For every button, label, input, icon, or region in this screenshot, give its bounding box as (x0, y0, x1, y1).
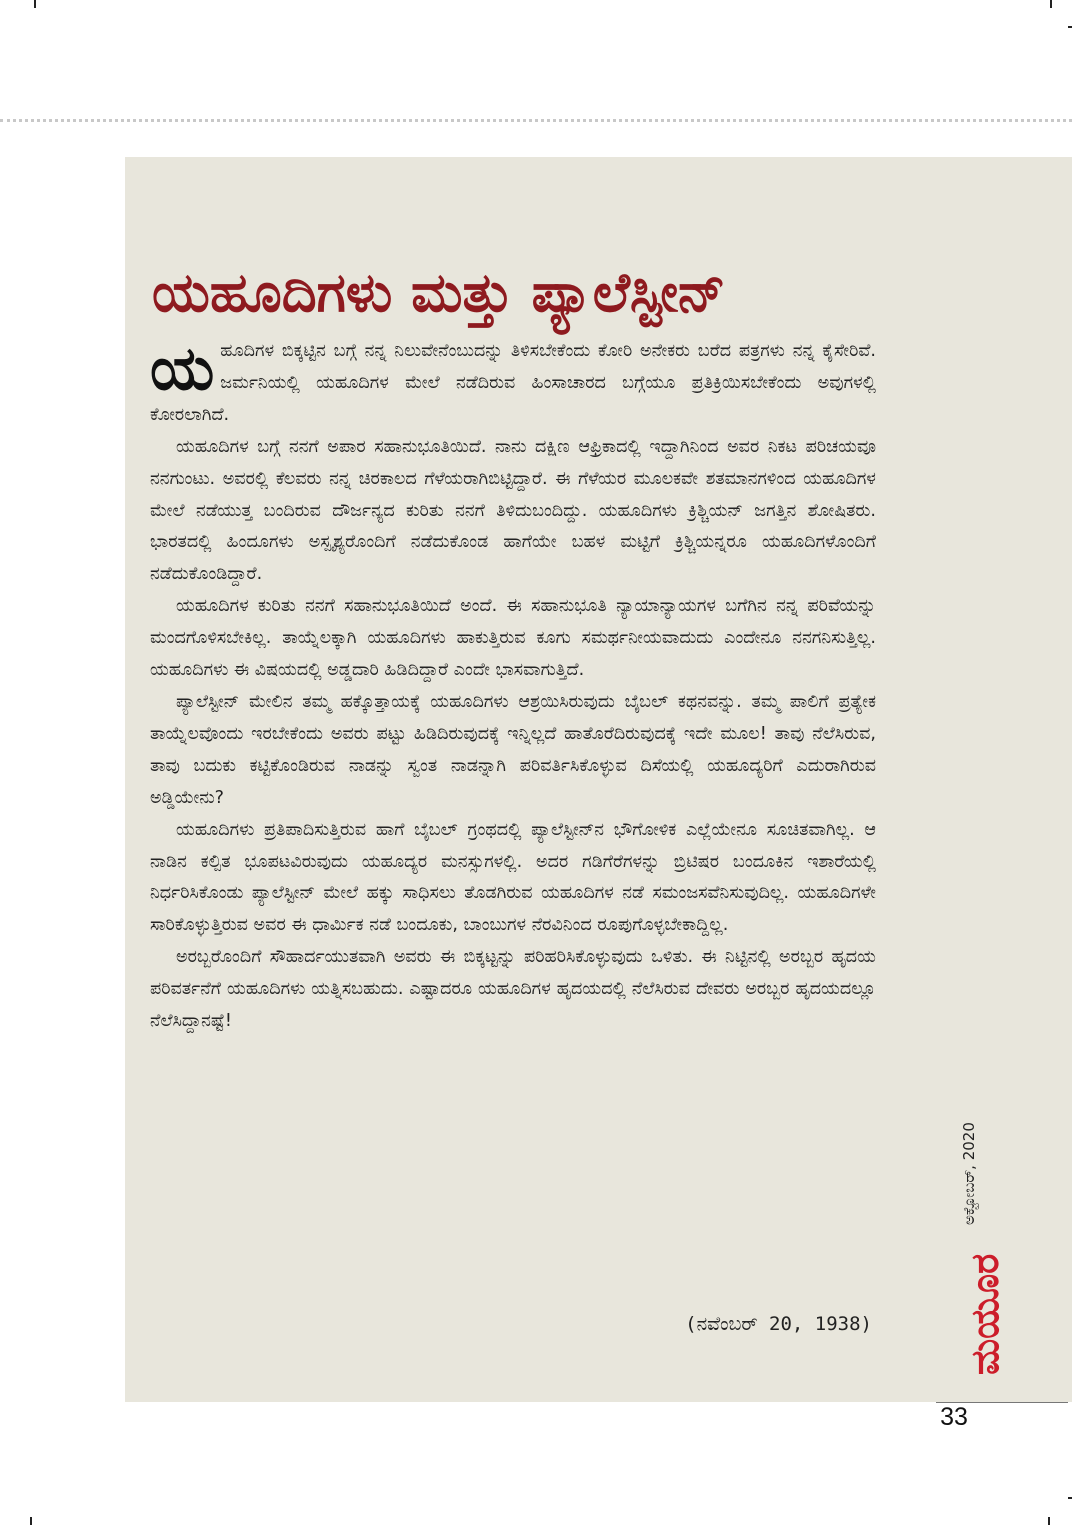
article-title: ಯಹೂದಿಗಳು ಮತ್ತು ಪ್ಯಾಲೆಸ್ಟೀನ್ (152, 261, 726, 324)
paragraph-5: ಯಹೂದಿಗಳು ಪ್ರತಿಪಾದಿಸುತ್ತಿರುವ ಹಾಗೆ ಬೈಬಲ್ ಗ್ರಂಥದಲ್ಲಿ ಪ್ಯಾಲೆಸ್ಟೀನ್‌ನ ಭೌಗೋಳಿಕ ಎಲ್ಲೆಯೇನೂ ಸೂಚಿತವಾಗಿಲ್ಲ. ಆ ನಾಡಿನ ಕಲ್ಪಿತ ಭೂಪಟವಿರುವುದು ಯಹೂದ್ಯರ ಮನಸ್ಸುಗಳಲ್ಲಿ. ಅದರ ಗಡಿಗೆರೆಗಳನ್ನು ಬ್ರಿಟಿಷರ ಬಂದೂಕಿನ ಇಶಾರೆಯಲ್ಲಿ ನಿರ್ಧರಿಸಿಕೊಂಡು ಪ್ಯಾಲೆಸ್ಟೀನ್ ಮೇಲೆ ಹಕ್ಕು ಸಾಧಿಸಲು ತೊಡಗಿರುವ ಯಹೂದಿಗಳ ನಡೆ ಸಮಂಜಸವೆನಿಸುವುದಿಲ್ಲ. ಯಹೂದಿಗಳೇ ಸಾರಿಕೊಳ್ಳುತ್ತಿರುವ ಅವರ ಈ ಧಾರ್ಮಿಕ ನಡೆ ಬಂದೂಕು, ಬಾಂಬುಗಳ ನೆರವಿನಿಂದ ರೂಪುಗೊಳ್ಳಬೇಕಾದ್ದಿಲ್ಲ. (150, 819, 876, 936)
paragraph-6: ಅರಬ್ಬರೊಂದಿಗೆ ಸೌಹಾರ್ದಯುತವಾಗಿ ಅವರು ಈ ಬಿಕ್ಕಟ್ಟನ್ನು ಪರಿಹರಿಸಿಕೊಳ್ಳುವುದು ಒಳಿತು. ಈ ನಿಟ್ಟಿನಲ್ಲಿ ಅರಬ್ಬರ ಹೃದಯ ಪರಿವರ್ತನೆಗೆ ಯಹೂದಿಗಳು ಯತ್ನಿಸಬಹುದು. ಎಷ್ಟಾದರೂ ಯಹೂದಿಗಳ ಹೃದಯದಲ್ಲಿ ನೆಲೆಸಿರುವ ದೇವರು ಅರಬ್ಬರ ಹೃದಯದಲ್ಲೂ ನೆಲೆಸಿದ್ದಾನಷ್ಟೆ! (150, 947, 876, 1032)
crop-mark (30, 1517, 32, 1525)
issue-date-vertical (960, 1122, 978, 1225)
issue-date: ಅಕ್ಟೋಬರ್, 2020 (960, 1122, 978, 1225)
paragraph-4: ಪ್ಯಾಲೆಸ್ಟೀನ್ ಮೇಲಿನ ತಮ್ಮ ಹಕ್ಕೊತ್ತಾಯಕ್ಕೆ ಯಹೂದಿಗಳು ಆಶ್ರಯಿಸಿರುವುದು ಬೈಬಲ್ ಕಥನವನ್ನು. ತಮ್ಮ ಪಾಲಿಗೆ ಪ್ರತ್ಯೇಕ ತಾಯ್ನೆಲವೊಂದು ಇರಬೇಕೆಂದು ಅವರು ಪಟ್ಟು ಹಿಡಿದಿರುವುದಕ್ಕೆ ಇನ್ನಿಲ್ಲದೆ ಹಾತೊರೆದಿರುವುದಕ್ಕೆ ಇದೇ ಮೂಲ! ತಾವು ನೆಲೆಸಿರುವ, ತಾವು ಬದುಕು ಕಟ್ಟಿಕೊಂಡಿರುವ ನಾಡನ್ನು ಸ್ವಂತ ನಾಡನ್ನಾಗಿ ಪರಿವರ್ತಿಸಿಕೊಳ್ಳುವ ದಿಸೆಯಲ್ಲಿ ಯಹೂದ್ಯರಿಗೆ ಎದುರಾಗಿರುವ ಅಡ್ಡಿಯೇನು? (150, 691, 876, 808)
article-body (150, 336, 876, 1038)
paragraph-2: ಯಹೂದಿಗಳ ಬಗ್ಗೆ ನನಗೆ ಅಪಾರ ಸಹಾನುಭೂತಿಯಿದೆ. ನಾನು ದಕ್ಷಿಣ ಆಫ್ರಿಕಾದಲ್ಲಿ ಇದ್ದಾಗಿನಿಂದ ಅವರ ನಿಕಟ ಪರಿಚಯವೂ ನನಗುಂಟು. ಅವರಲ್ಲಿ ಕೆಲವರು ನನ್ನ ಚಿರಕಾಲದ ಗೆಳೆಯರಾಗಿಬಿಟ್ಟಿದ್ದಾರೆ. ಈ ಗೆಳೆಯರ ಮೂಲಕವೇ ಶತಮಾನಗಳಿಂದ ಯಹೂದಿಗಳ ಮೇಲೆ ನಡೆಯುತ್ತ ಬಂದಿರುವ ದೌರ್ಜನ್ಯದ ಕುರಿತು ನನಗೆ ತಿಳಿದುಬಂದಿದ್ದು. ಯಹೂದಿಗಳು ಕ್ರಿಶ್ಚಿಯನ್ ಜಗತ್ತಿನ ಶೋಷಿತರು. ಭಾರತದಲ್ಲಿ ಹಿಂದೂಗಳು ಅಸ್ಪೃಶ್ಯರೊಂದಿಗೆ ನಡೆದುಕೊಂಡ ಹಾಗೆಯೇ ಬಹಳ ಮಟ್ಟಿಗೆ ಕ್ರಿಶ್ಚಿಯನ್ನರೂ ಯಹೂದಿಗಳೊಂದಿಗೆ ನಡೆದುಕೊಂಡಿದ್ದಾರೆ. (150, 436, 876, 585)
crop-mark (34, 0, 36, 8)
article-date: (ನವೆಂಬರ್ 20, 1938) (685, 1313, 872, 1335)
crop-mark (1068, 1497, 1072, 1499)
paragraph-3: ಯಹೂದಿಗಳ ಕುರಿತು ನನಗೆ ಸಹಾನುಭೂತಿಯಿದೆ ಅಂದೆ. ಈ ಸಹಾನುಭೂತಿ ನ್ಯಾಯಾನ್ಯಾಯಗಳ ಬಗೆಗಿನ ನನ್ನ ಪರಿವೆಯನ್ನು ಮಂದಗೊಳಿಸಬೇಕಿಲ್ಲ. ತಾಯ್ನೆಲಕ್ಕಾಗಿ ಯಹೂದಿಗಳು ಹಾಕುತ್ತಿರುವ ಕೂಗು ಸಮರ್ಥನೀಯವಾದುದು ಎಂದೇನೂ ನನಗನಿಸುತ್ತಿಲ್ಲ. ಯಹೂದಿಗಳು ಈ ವಿಷಯದಲ್ಲಿ ಅಡ್ಡದಾರಿ ಹಿಡಿದಿದ್ದಾರೆ ಎಂದೇ ಭಾಸವಾಗುತ್ತಿದೆ. (150, 596, 876, 681)
paragraph-1: ಯಹೂದಿಗಳ ಬಿಕ್ಕಟ್ಟಿನ ಬಗ್ಗೆ ನನ್ನ ನಿಲುವೇನೆಂಬುದನ್ನು ತಿಳಿಸಬೇಕೆಂದು ಕೋರಿ ಅನೇಕರು ಬರೆದ ಪತ್ರಗಳು ನನ್ನ ಕೈಸೇರಿವೆ. ಜರ್ಮನಿಯಲ್ಲಿ ಯಹೂದಿಗಳ ಮೇಲೆ ನಡೆದಿರುವ ಹಿಂಸಾಚಾರದ ಬಗ್ಗೆಯೂ ಪ್ರತಿಕ್ರಿಯಿಸಬೇಕೆಂದು ಅವುಗಳಲ್ಲಿ ಕೋರಲಾಗಿದೆ. (150, 334, 876, 425)
drop-cap: ಯ (150, 334, 215, 404)
magazine-brand: ಮಯೂರ (963, 1253, 1007, 1375)
crop-mark (1048, 1517, 1050, 1525)
crop-mark (1050, 0, 1052, 8)
dotted-divider (0, 119, 1072, 122)
crop-mark (1068, 26, 1072, 28)
page-number: 33 (940, 1403, 968, 1431)
